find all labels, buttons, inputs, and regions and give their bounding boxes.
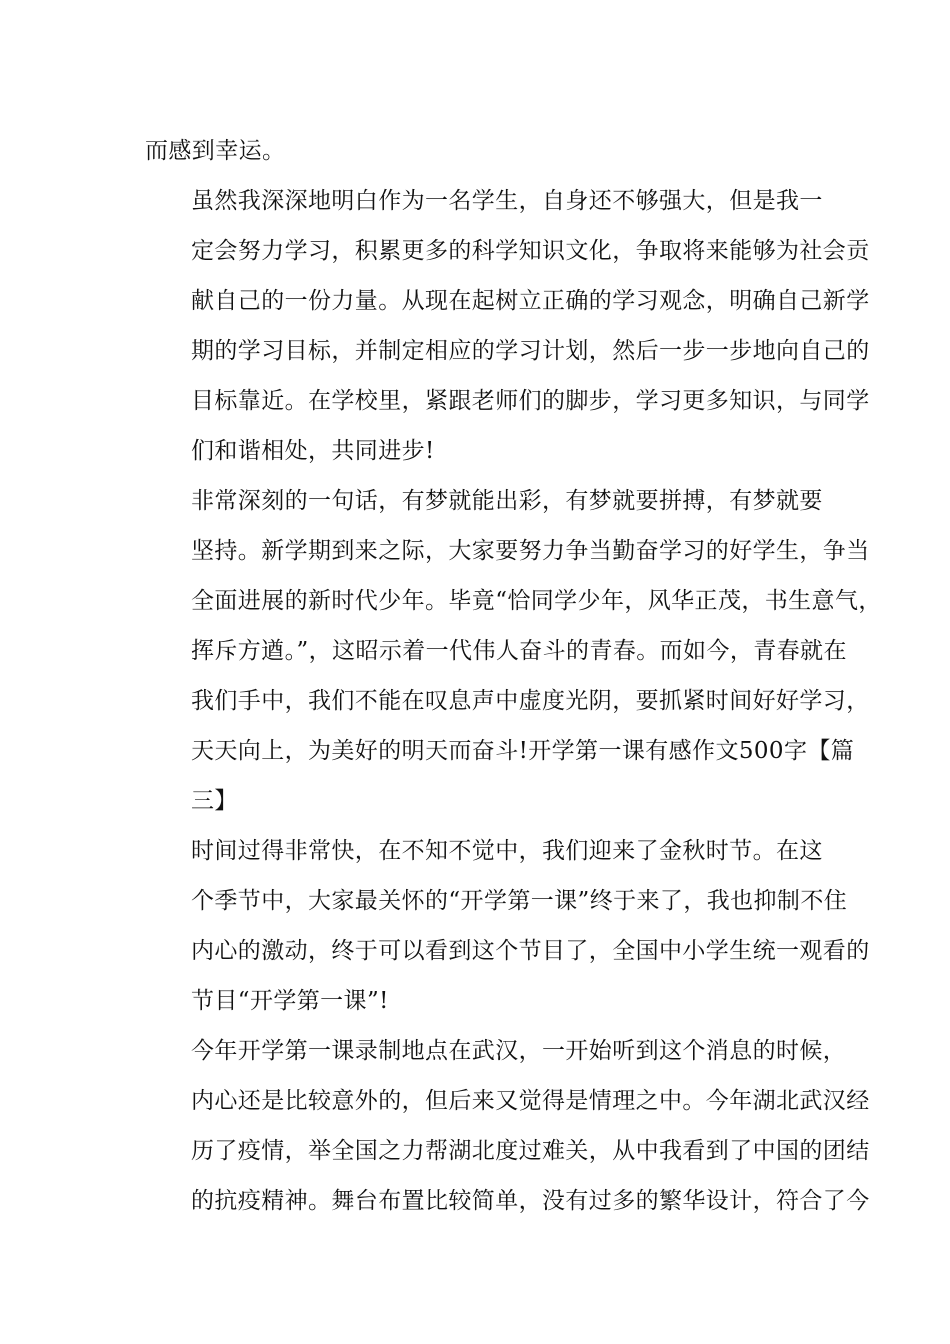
document-body (145, 126, 882, 1226)
paragraph (145, 126, 811, 176)
text-line: 节目“开学第一课”! (191, 988, 389, 1014)
text-line: 献自己的一份力量。从现在起树立正确的学习观念，明确自己新学 (191, 288, 870, 314)
text-line: 虽然我深深地明白作为一名学生，自身还不够强大，但是我一 (191, 188, 823, 214)
paragraph (145, 1026, 870, 1226)
text-line: 非常深刻的一句话，有梦就能出彩，有梦就要拼搏，有梦就要 (191, 488, 823, 514)
text-line: 定会努力学习，积累更多的科学知识文化，争取将来能够为社会贡 (191, 238, 870, 264)
text-line: 的抗疫精神。舞台布置比较简单，没有过多的繁华设计，符合了今 (191, 1188, 870, 1214)
text-line: 内心的激动，终于可以看到这个节目了，全国中小学生统一观看的 (191, 938, 870, 964)
text-line: 内心还是比较意外的，但后来又觉得是情理之中。今年湖北武汉经 (191, 1088, 870, 1114)
text-line: 而感到幸运。 (145, 138, 286, 164)
paragraph (145, 826, 870, 1026)
text-line: 坚持。新学期到来之际，大家要努力争当勤奋学习的好学生，争当 (191, 538, 870, 564)
text-line: 天天向上，为美好的明天而奋斗!开学第一课有感作文500字【篇 (191, 738, 855, 764)
text-line: 三】 (191, 788, 238, 814)
text-line: 挥斥方遒。”，这昭示着一代伟人奋斗的青春。而如今，青春就在 (191, 638, 847, 664)
text-line: 我们手中，我们不能在叹息声中虚度光阴，要抓紧时间好好学习， (191, 688, 870, 714)
text-line: 目标靠近。在学校里，紧跟老师们的脚步，学习更多知识，与同学 (191, 388, 870, 414)
text-line: 历了疫情，举全国之力帮湖北度过难关，从中我看到了中国的团结 (191, 1138, 870, 1164)
paragraph (145, 176, 870, 476)
text-line: 们和谐相处，共同进步! (191, 438, 435, 464)
text-line: 个季节中，大家最关怀的“开学第一课”终于来了，我也抑制不住 (191, 888, 848, 914)
text-line: 时间过得非常快，在不知不觉中，我们迎来了金秋时节。在这 (191, 838, 823, 864)
text-line: 期的学习目标，并制定相应的学习计划，然后一步一步地向自己的 (191, 338, 870, 364)
text-line: 全面进展的新时代少年。毕竟“恰同学少年，风华正茂，书生意气， (191, 588, 882, 614)
text-line: 今年开学第一课录制地点在武汉，一开始听到这个消息的时候， (191, 1038, 847, 1064)
paragraph (145, 476, 882, 826)
